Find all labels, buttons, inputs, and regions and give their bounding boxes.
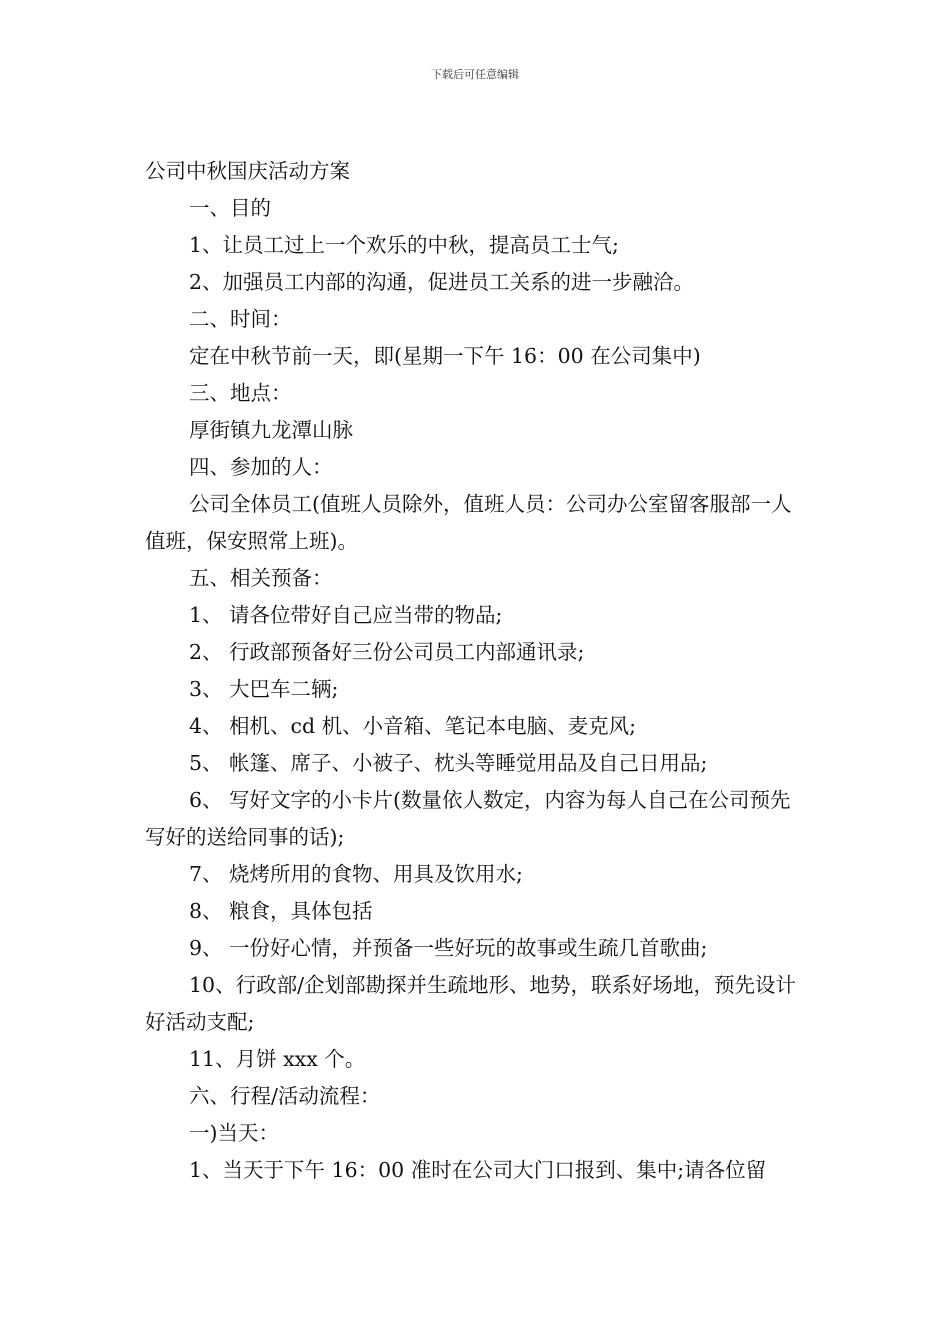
list-item: 1、 请各位带好自己应当带的物品; [189, 603, 503, 627]
document-title: 公司中秋国庆活动方案 [145, 159, 350, 183]
list-item: 10、行政部/企划部勘探并生疏地形、地势，联系好场地，预先设计好活动支配; [145, 973, 796, 1034]
paragraph: 一、目的 [189, 196, 271, 220]
list-item: 5、 帐篷、席子、小被子、枕头等睡觉用品及自己日用品; [189, 751, 708, 775]
list-item: 2、 行政部预备好三份公司员工内部通讯录; [189, 640, 585, 664]
list-item: 7、 烧烤所用的食物、用具及饮用水; [189, 862, 523, 886]
list-item: 1、当天于下午 16：00 准时在公司大门口报到、集中;请各位留 [189, 1158, 767, 1182]
list-item: 8、 粮食，具体包括 [189, 899, 373, 923]
paragraph: 1、让员工过上一个欢乐的中秋，提高员工士气; [189, 233, 619, 257]
list-item: 9、 一份好心情，并预备一些好玩的故事或生疏几首歌曲; [189, 936, 708, 960]
paragraph: 一)当天： [189, 1121, 279, 1145]
paragraph: 厚街镇九龙潭山脉 [189, 418, 353, 442]
list-item: 4、 相机、cd 机、小音箱、笔记本电脑、麦克风; [189, 714, 637, 738]
paragraph: 定在中秋节前一天，即(星期一下午 16：00 在公司集中) [189, 344, 701, 368]
list-item: 6、 写好文字的小卡片(数量依人数定，内容为每人自己在公司预先写好的送给同事的话); [145, 788, 791, 849]
paragraph: 二、时间： [189, 307, 292, 331]
list-item: 3、 大巴车二辆; [189, 677, 339, 701]
paragraph: 三、地点： [189, 381, 292, 405]
paragraph: 五、相关预备： [189, 566, 333, 590]
paragraph: 公司全体员工(值班人员除外，值班人员：公司办公室留客服部一人值班，保安照常上班)。 [145, 492, 792, 553]
paragraph: 六、行程/活动流程： [189, 1084, 381, 1108]
page-header-note: 下载后可任意编辑 [431, 68, 519, 81]
paragraph: 四、参加的人： [189, 455, 333, 479]
document-body [145, 153, 810, 1189]
list-item: 11、月饼 xxx 个。 [189, 1047, 366, 1071]
paragraph: 2、加强员工内部的沟通，促进员工关系的进一步融洽。 [189, 270, 695, 294]
